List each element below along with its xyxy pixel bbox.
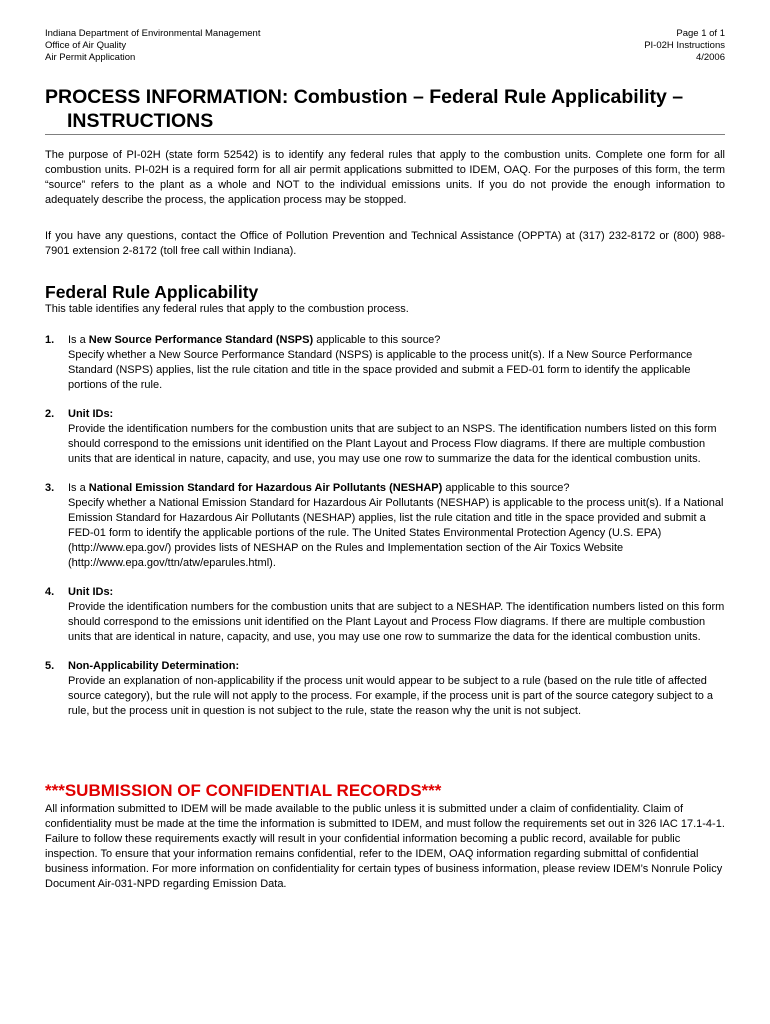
list-item: [45, 659, 725, 719]
item-number: 2.: [45, 408, 55, 420]
list-item: [45, 333, 725, 393]
item-question: Is a New Source Performance Standard (NSPS) applicable to this source?: [68, 334, 441, 346]
instruction-list: [45, 333, 725, 733]
page-header: [45, 28, 725, 64]
item-body: Provide the identification numbers for the combustion units that are subject to an NSPS. The identification numbers listed on this form should correspond to the emissions unit identified on the Plant Layout and Process Flow diagrams. If there are multiple combustion units that are identical in nature, capacity, and use, you may use one row to summarize the data for the identical combustion units.: [68, 423, 717, 465]
contact-paragraph: If you have any questions, contact the Office of Pollution Prevention and Technical Assistance (OPPTA) at (317) 232-8172 or (800) 988-7901 extension 2-8172 (toll free call within Indiana).: [45, 230, 725, 257]
header-page-number: Page 1 of 1: [676, 28, 725, 39]
section-heading: Federal Rule Applicability: [45, 282, 259, 302]
page-title-line1: PROCESS INFORMATION: Combustion – Federal Rule Applicability –: [45, 86, 684, 108]
page-title: [45, 85, 725, 135]
item-question: Is a National Emission Standard for Hazardous Air Pollutants (NESHAP) applicable to this source?: [68, 482, 570, 494]
item-question: Non-Applicability Determination:: [68, 660, 240, 672]
section-subtext: This table identifies any federal rules that apply to the combustion process.: [45, 303, 409, 315]
item-number: 3.: [45, 482, 55, 494]
item-body: Provide the identification numbers for the combustion units that are subject to a NESHAP. The identification numbers listed on this form should correspond to the emissions unit identified on the Plant Layout and Process Flow diagrams. If there are multiple combustion units that are identical in nature, capacity, and use, you may use one row to summarize the data for the identical combustion units.: [68, 601, 725, 643]
item-number: 5.: [45, 660, 55, 672]
item-number: 1.: [45, 334, 55, 346]
item-question: Unit IDs:: [68, 586, 114, 598]
item-question: Unit IDs:: [68, 408, 114, 420]
item-body: Specify whether a National Emission Standard for Hazardous Air Pollutants (NESHAP) is applicable to the process unit(s). If a National Emission Standard for Hazardous Air Pollutants (NESHAP) applies, list the rule citation and title in the space provided and submit a FED-01 form to identify the applicable portions of the rule. The United States Environmental Protection Agency (U.S. EPA) (http://www.epa.gov/) provides lists of NESHAP on the Rules and Implementation section of the Air Toxics Website (http://www.epa.gov/ttn/atw/eparules.html).: [68, 497, 724, 569]
item-body: Provide an explanation of non-applicability if the process unit would appear to be subject to a rule (based on the rule title of affected source category), but the rule will not apply to the process. For example, if the process unit is part of the source category subject to a rule, but the process unit in question is not subject to the rule, state the reason why the unit is not subject.: [68, 675, 714, 717]
list-item: [45, 481, 725, 571]
item-number: 4.: [45, 586, 55, 598]
item-body: Specify whether a New Source Performance Standard (NSPS) is applicable to the process unit(s). If a New Source Performance Standard (NSPS) applies, list the rule citation and title in the space provided and submit a FED-01 form to identify the applicable portions of the rule.: [68, 349, 693, 391]
header-agency: Indiana Department of Environmental Management: [45, 28, 261, 39]
confidential-heading: ***SUBMISSION OF CONFIDENTIAL RECORDS***: [45, 781, 442, 800]
header-application: Air Permit Application: [45, 52, 136, 63]
header-office: Office of Air Quality: [45, 40, 127, 51]
page-title-line2: INSTRUCTIONS: [67, 110, 214, 132]
header-form-name: PI-02H Instructions: [644, 40, 725, 51]
header-agency-block: [45, 28, 260, 64]
confidential-paragraph: All information submitted to IDEM will be made available to the public unless it is submitted under a claim of confidentiality. Claim of confidentiality must be made at the time the information is submitted to IDEM, and must follow the requirements set out in 326 IAC 17.1-4-1. Failure to follow these requirements exactly will result in your confidential information becoming a public record, available for public inspection. To ensure that your information remains confidential, refer to the IDEM, OAQ information regarding submittal of confidential business information. For more information on confidentiality for certain types of business information, please review IDEM’s Nonrule Policy Document Air-031-NPD regarding Emission Data.: [45, 803, 725, 890]
list-item: [45, 407, 725, 467]
intro-paragraph: The purpose of PI-02H (state form 52542) is to identify any federal rules that apply to the combustion units. Complete one form for all combustion units. PI-02H is a required form for all air permit applications submitted to IDEM, OAQ. For the purposes of this form, the term “source” refers to the plant as a whole and NOT to the individual emissions units. If you do not provide the enough information to adequately describe the process, the application process may be stopped.: [45, 149, 725, 206]
list-item: [45, 585, 725, 645]
header-date: 4/2006: [695, 52, 725, 63]
header-page-block: [644, 28, 725, 64]
